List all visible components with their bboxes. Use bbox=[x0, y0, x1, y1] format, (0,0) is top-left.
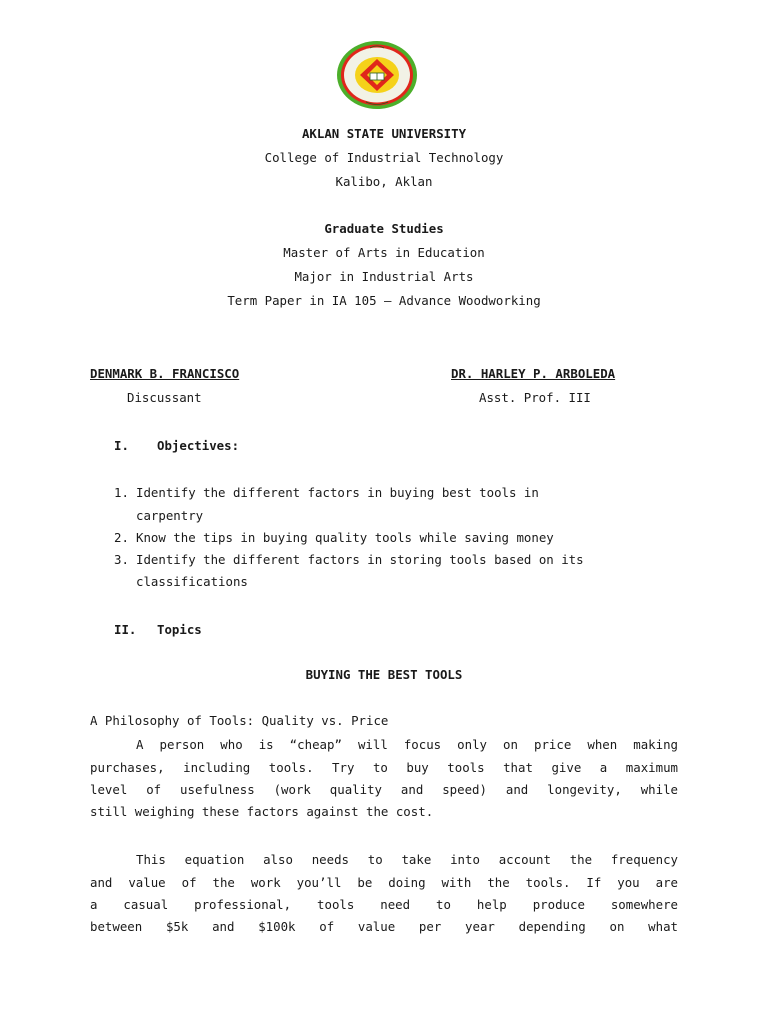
location: Kalibo, Aklan bbox=[335, 174, 433, 189]
objective-2-line-1: Know the tips in buying quality tools while saving money bbox=[136, 530, 554, 545]
university-seal-logo bbox=[336, 40, 418, 110]
graduate-studies: Graduate Studies bbox=[324, 221, 444, 236]
paragraph-2-line-2: and value of the work you’ll be doing with the tools. If you are bbox=[90, 875, 678, 890]
section1-numeral: I. bbox=[114, 438, 129, 453]
section2-numeral: II. bbox=[114, 622, 137, 637]
section2-title: Topics bbox=[157, 622, 202, 637]
paragraph-1-line-4: still weighing these factors against the cost. bbox=[90, 804, 434, 819]
objective-3-number: 3. bbox=[114, 552, 129, 567]
section1-title: Objectives: bbox=[157, 438, 240, 453]
term-paper: Term Paper in IA 105 – Advance Woodworking bbox=[227, 293, 541, 308]
college-name: College of Industrial Technology bbox=[264, 150, 504, 165]
objective-1-number: 1. bbox=[114, 485, 129, 500]
discussant-name: DENMARK B. FRANCISCO bbox=[90, 366, 240, 381]
paragraph-1-line-2: purchases, including tools. Try to buy tools that give a maximum bbox=[90, 760, 678, 775]
degree: Master of Arts in Education bbox=[283, 245, 485, 260]
objective-3-line-1: Identify the different factors in storing tools based on its bbox=[136, 552, 584, 567]
major: Major in Industrial Arts bbox=[294, 269, 474, 284]
paragraph-2-line-1: This equation also needs to take into account the frequency bbox=[136, 852, 678, 867]
professor-role: Asst. Prof. III bbox=[479, 390, 591, 405]
discussant-role: Discussant bbox=[127, 390, 202, 405]
university-name: AKLAN STATE UNIVERSITY bbox=[301, 126, 467, 141]
paragraph-1-line-3: level of usefulness (work quality and speed) and longevity, while bbox=[90, 782, 678, 797]
paragraph-1-line-1: A person who is “cheap” will focus only on price when making bbox=[136, 737, 678, 752]
paragraph-2-line-4: between $5k and $100k of value per year depending on what bbox=[90, 919, 678, 934]
objective-3-line-2: classifications bbox=[136, 574, 248, 589]
objective-1-line-2: carpentry bbox=[136, 508, 204, 523]
subheading: A Philosophy of Tools: Quality vs. Price bbox=[90, 713, 389, 728]
paragraph-2-line-3: a casual professional, tools need to help produce somewhere bbox=[90, 897, 678, 912]
objective-1-line-1: Identify the different factors in buying best tools in bbox=[136, 485, 539, 500]
professor-name: DR. HARLEY P. ARBOLEDA bbox=[451, 366, 616, 381]
topic-heading: BUYING THE BEST TOOLS bbox=[305, 667, 463, 682]
objective-2-number: 2. bbox=[114, 530, 129, 545]
